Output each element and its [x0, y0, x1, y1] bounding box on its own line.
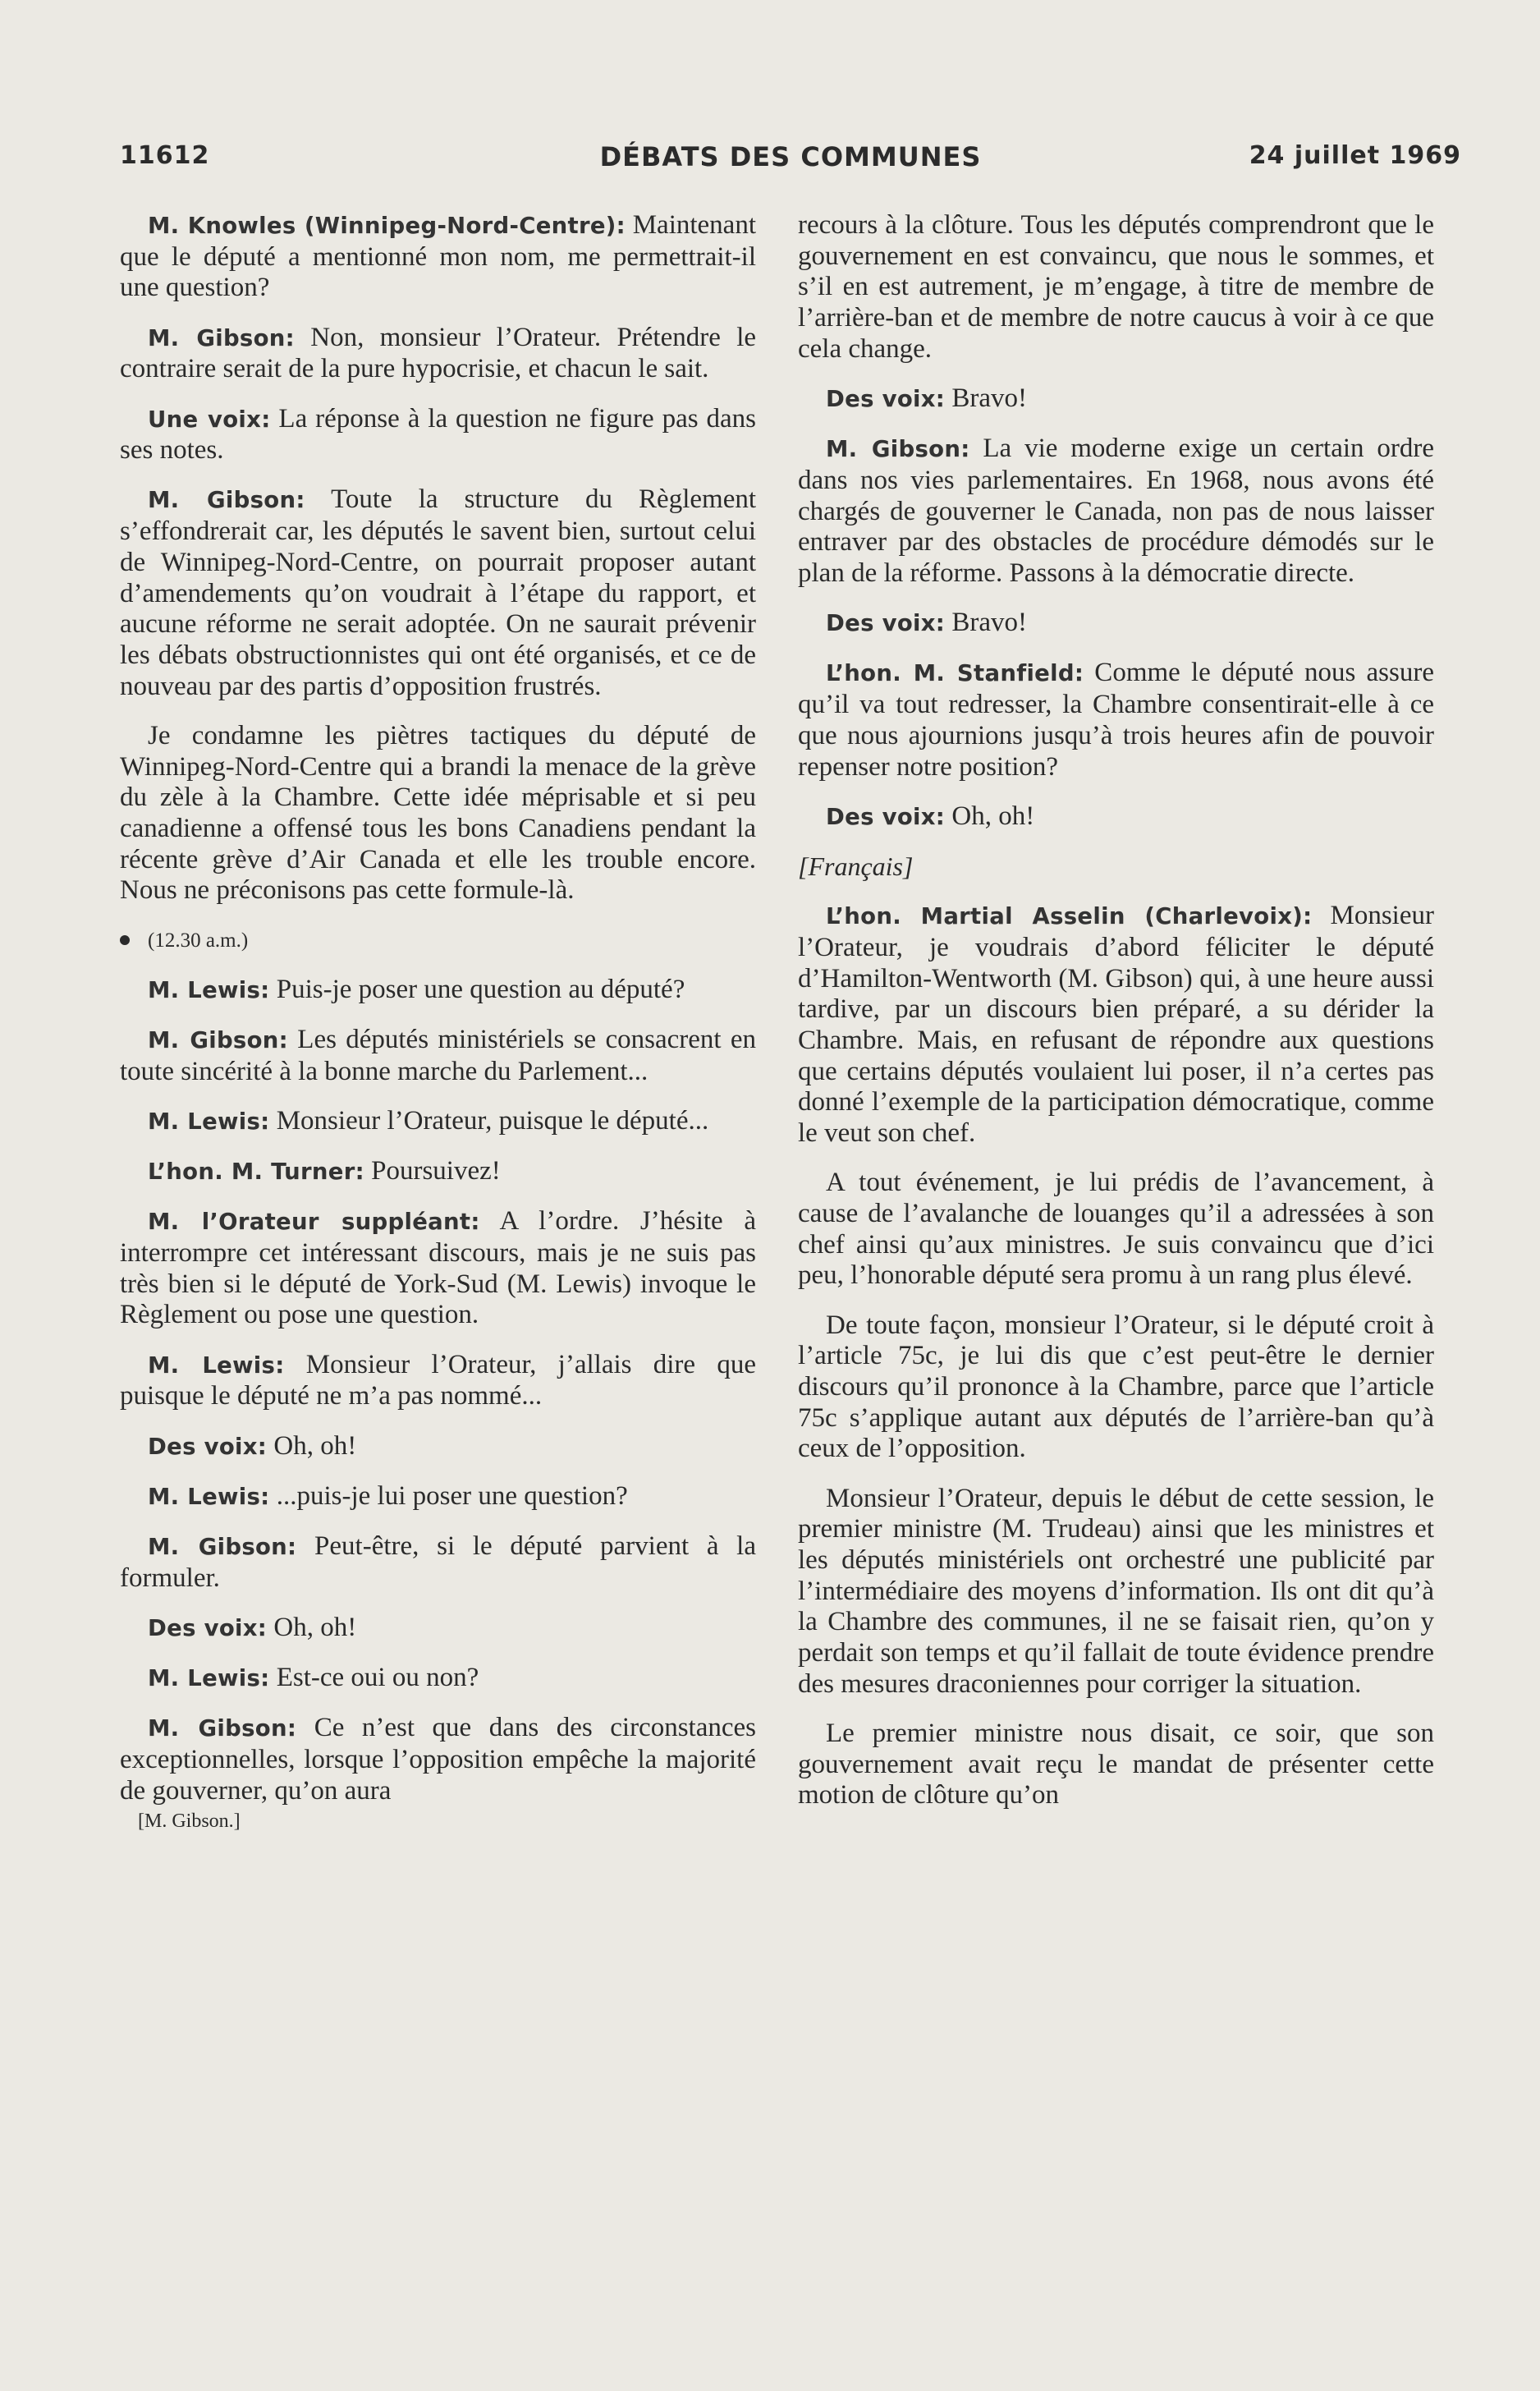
- speaker-name: M. Gibson:: [148, 324, 295, 351]
- paragraph: [120, 1431, 756, 1463]
- paragraph: [120, 1613, 756, 1645]
- paragraph: [120, 1025, 756, 1087]
- paragraph: [120, 1481, 756, 1513]
- paragraph: [798, 1484, 1434, 1700]
- paragraph-text: Monsieur l’Orateur, j’allais dire que puisque le député ne m’a pas nommé...: [120, 1349, 756, 1411]
- speaker-name: Des voix:: [148, 1433, 268, 1460]
- speaker-name: M. Knowles (Winnipeg-Nord-Centre):: [148, 213, 626, 239]
- time-text: (12.30 a.m.): [148, 929, 249, 952]
- paragraph-text: Poursuivez!: [364, 1156, 501, 1186]
- speaker-name: M. Gibson:: [148, 1715, 297, 1742]
- language-tag: [Français]: [798, 851, 914, 881]
- speaker-name: M. Lewis:: [148, 976, 270, 1003]
- paragraph-text: recours à la clôture. Tous les députés comprendront que le gouvernement en est convaincu, que nous le sommes, et s’il en est autrement, je m’engage, à titre de membre de l’arrière-ban et de membre de notre caucus à voir à ce que cela change.: [798, 210, 1434, 364]
- paragraph: [120, 721, 756, 906]
- speaker-name: Des voix:: [826, 803, 946, 830]
- speaker-name: M. Gibson:: [148, 1533, 297, 1560]
- paragraph-text: Maintenant que le député a mentionné mon nom, me permettrait-il une question?: [120, 210, 756, 303]
- paragraph: [798, 210, 1434, 365]
- speaker-name: M. Lewis:: [148, 1665, 270, 1692]
- paragraph: [798, 658, 1434, 782]
- paragraph-text: Le premier ministre nous disait, ce soir, que son gouvernement avait reçu le mandat de présenter cette motion de clôture qu’on: [798, 1719, 1434, 1810]
- paragraph: [120, 484, 756, 702]
- paragraph-text: A tout événement, je lui prédis de l’avancement, à cause de l’avalanche de louanges qu’il a adressées à son chef ainsi qu’aux ministres. Je suis convaincu que d’ici peu, l’honorable député sera promu à un rang plus élevé.: [798, 1168, 1434, 1291]
- paragraph: [120, 1206, 756, 1331]
- paragraph-text: La réponse à la question ne figure pas dans ses notes.: [120, 403, 756, 466]
- paragraph: [120, 404, 756, 466]
- paragraph: [798, 383, 1434, 415]
- paragraph: [798, 901, 1434, 1150]
- speaker-name: Une voix:: [148, 406, 271, 433]
- publication-date: 24 juillet 1969: [1249, 141, 1461, 170]
- paragraph-text: Bravo!: [945, 383, 1027, 414]
- speaker-name: M. Gibson:: [148, 1026, 288, 1053]
- bullet-dot-icon: [120, 935, 130, 945]
- paragraph: [798, 434, 1434, 590]
- speaker-name: M. Gibson:: [826, 436, 970, 463]
- speaker-name: Des voix:: [148, 1614, 268, 1641]
- paragraph: [120, 1531, 756, 1594]
- paragraph-text: Je condamne les piètres tactiques du député de Winnipeg-Nord-Centre qui a brandi la menace de la grève du zèle à la Chambre. Cette idée méprisable et si peu canadienne a offensé tous les bons Canadiens pendant la récente grève d’Air Canada et elle les trouble encore. Nous ne préconisons pas cette formule-là.: [120, 720, 756, 906]
- paragraph: [120, 975, 756, 1007]
- paragraph-text: De toute façon, monsieur l’Orateur, si le député croit à l’article 75c, je lui dis que c’est peut-être le dernier discours qu’il prononce à la Chambre, parce que l’article 75c s’applique autant aux députés de l’arrière-ban qu’à ceux de l’opposition.: [798, 1310, 1434, 1464]
- speaker-name: L’hon. M. Turner:: [148, 1159, 364, 1186]
- speaker-name: Des voix:: [826, 386, 946, 413]
- paragraph-text: Comme le député nous assure qu’il va tout redresser, la Chambre consentirait-elle à ce que nous ajournions jusqu’à trois heures afin de pouvoir repenser notre position?: [798, 658, 1434, 782]
- paragraph: [798, 1719, 1434, 1811]
- paragraph: [120, 323, 756, 385]
- left-column: [120, 210, 756, 1838]
- paragraph-text: Est-ce oui ou non?: [269, 1663, 479, 1693]
- paragraph-text: A l’ordre. J’hésite à interrompre cet intéressant discours, mais je ne suis pas très bien si le député de York-Sud (M. Lewis) invoque le Règlement ou pose une question.: [120, 1206, 756, 1330]
- page-number: 11612: [120, 141, 210, 170]
- paragraph: [120, 1106, 756, 1138]
- paragraph-text: Ce n’est que dans des circonstances exceptionnelles, lorsque l’opposition empêche la majorité de gouverner, qu’on aura: [120, 1713, 756, 1806]
- paragraph-text: La vie moderne exige un certain ordre dans nos vies parlementaires. En 1968, nous avons été chargés de gouverner le Canada, non pas de nous laisser entraver par des obstacles de procédure démodés sur le plan de la réforme. Passons à la démocratie directe.: [798, 434, 1435, 589]
- paragraph: [120, 1713, 756, 1806]
- paragraph: [798, 1168, 1434, 1292]
- paragraph: [120, 1350, 756, 1412]
- speaker-name: M. Lewis:: [148, 1108, 270, 1135]
- speaker-name: L’hon. M. Stanfield:: [826, 660, 1084, 687]
- paragraph-text: Oh, oh!: [267, 1612, 357, 1642]
- speaker-name: Des voix:: [826, 610, 946, 637]
- paragraph-text: Oh, oh!: [267, 1430, 357, 1461]
- paragraph-text: ...puis-je lui poser une question?: [269, 1480, 628, 1511]
- speaker-name: L’hon. Martial Asselin (Charlevoix):: [826, 903, 1313, 930]
- paragraph-text: Toute la structure du Règlement s’effondrerait car, les députés le savent bien, surtout celui de Winnipeg-Nord-Centre, on pourrait proposer autant d’amendements qu’on voudrait à l’étape du rapport, et aucune réforme ne serait adoptée. On ne saurait prévenir les débats obstructionnistes qui ont été organisés, et ce de nouveau par des partis d’opposition frustrés.: [120, 484, 757, 701]
- speaker-name: M. Lewis:: [148, 1352, 285, 1379]
- paragraph-text: Puis-je poser une question au député?: [269, 974, 685, 1004]
- speaker-name: M. l’Orateur suppléant:: [148, 1209, 480, 1236]
- publication-title: DÉBATS DES COMMUNES: [599, 141, 982, 172]
- paragraph-text: Peut-être, si le député parvient à la formuler.: [120, 1531, 756, 1593]
- paragraph: [798, 801, 1434, 833]
- speaker-name: M. Gibson:: [148, 487, 305, 514]
- time-marker: [120, 925, 756, 957]
- paragraph: [120, 1663, 756, 1695]
- page-header: [120, 141, 1461, 182]
- paragraph: [798, 1310, 1434, 1466]
- right-column: [798, 210, 1434, 1811]
- speaker-footer-tag: [M. Gibson.]: [138, 1810, 241, 1833]
- paragraph: [120, 1156, 756, 1188]
- paragraph: [120, 210, 756, 304]
- paragraph-text: Non, monsieur l’Orateur. Prétendre le contraire serait de la pure hypocrisie, et chacun le sait.: [120, 322, 757, 384]
- paragraph-text: Monsieur l’Orateur, depuis le début de cette session, le premier ministre (M. Trudeau) ainsi que les ministres et les députés ministériels ont orchestré une publicité par l’intermédiaire des moyens d’information. Ils ont dit qu’à la Chambre des communes, il ne se faisait rien, qu’on y perdait son temps et qu’il fallait de toute évidence prendre des mesures draconiennes pour corriger la situation.: [798, 1483, 1434, 1699]
- paragraph: [798, 608, 1434, 640]
- paragraph-text: Les députés ministériels se consacrent en toute sincérité à la bonne marche du Parlement...: [120, 1024, 756, 1086]
- paragraph-text: Monsieur l’Orateur, je voudrais d’abord féliciter le député d’Hamilton-Wentworth (M. Gibson) qui, à une heure aussi tardive, par un discours bien préparé, a su dérider la Chambre. Mais, en refusant de répondre aux questions que certains députés voulaient lui poser, il n’a certes pas donné l’exemple de la participation démocratique, comme le veut son chef.: [798, 901, 1434, 1149]
- paragraph-text: Bravo!: [945, 608, 1027, 638]
- paragraph-text: Monsieur l’Orateur, puisque le député...: [269, 1105, 709, 1136]
- speaker-name: M. Lewis:: [148, 1483, 270, 1510]
- paragraph-text: Oh, oh!: [945, 801, 1035, 831]
